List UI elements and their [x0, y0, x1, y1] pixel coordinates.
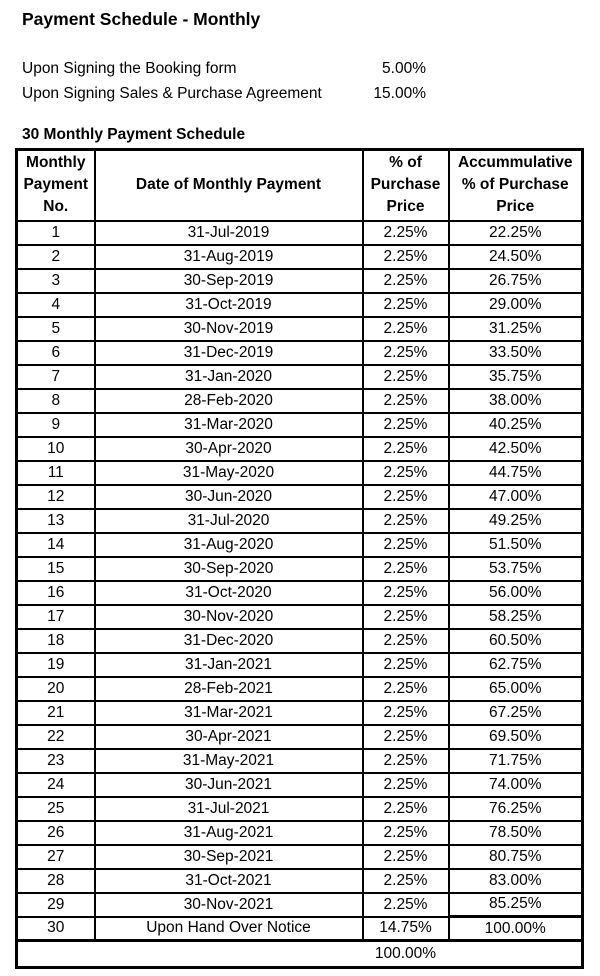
percent-cell: 2.25%: [363, 413, 449, 437]
payment-no-cell: 18: [17, 629, 95, 653]
header-percent: % of Purchase Price: [363, 150, 449, 221]
date-cell: 30-Nov-2021: [95, 893, 363, 917]
booking-form-percent: 5.00%: [382, 60, 426, 77]
payment-no-cell: 25: [17, 797, 95, 821]
percent-cell: 2.25%: [363, 269, 449, 293]
percent-cell: 2.25%: [363, 653, 449, 677]
percent-cell: 14.75%: [363, 917, 449, 941]
percent-cell: 2.25%: [363, 461, 449, 485]
accumulative-percent-cell: 74.00%: [449, 773, 583, 797]
table-row: [17, 677, 583, 701]
payment-no-cell: 11: [17, 461, 95, 485]
payment-no-cell: 7: [17, 365, 95, 389]
percent-cell: 2.25%: [363, 701, 449, 725]
payment-no-cell: 14: [17, 533, 95, 557]
date-cell: Upon Hand Over Notice: [95, 917, 363, 941]
header-accumulative-percent: Accummulative % of Purchase Price: [449, 150, 583, 221]
date-cell: 31-May-2021: [95, 749, 363, 773]
header-date: Date of Monthly Payment: [95, 150, 363, 221]
date-cell: 31-Oct-2020: [95, 581, 363, 605]
date-cell: 31-Oct-2021: [95, 869, 363, 893]
booking-form-row: [22, 56, 426, 81]
total-percent: 100.00%: [363, 941, 449, 968]
accumulative-percent-cell: 42.50%: [449, 437, 583, 461]
percent-cell: 2.25%: [363, 869, 449, 893]
pre-table-section: [22, 56, 426, 106]
accumulative-percent-cell: 26.75%: [449, 269, 583, 293]
percent-cell: 2.25%: [363, 245, 449, 269]
date-cell: 31-Aug-2020: [95, 533, 363, 557]
table-row: [17, 557, 583, 581]
payment-no-cell: 26: [17, 821, 95, 845]
payment-no-cell: 17: [17, 605, 95, 629]
table-footer: [17, 941, 583, 968]
payment-no-cell: 24: [17, 773, 95, 797]
percent-cell: 2.25%: [363, 533, 449, 557]
table-row: [17, 461, 583, 485]
percent-cell: 2.25%: [363, 797, 449, 821]
table-row: [17, 821, 583, 845]
table-row: [17, 893, 583, 917]
payment-no-cell: 3: [17, 269, 95, 293]
accumulative-percent-cell: 100.00%: [449, 917, 583, 941]
date-cell: 30-Nov-2019: [95, 317, 363, 341]
accumulative-percent-cell: 47.00%: [449, 485, 583, 509]
payment-no-cell: 27: [17, 845, 95, 869]
percent-cell: 2.25%: [363, 557, 449, 581]
table-row: [17, 845, 583, 869]
accumulative-percent-cell: 80.75%: [449, 845, 583, 869]
percent-cell: 2.25%: [363, 341, 449, 365]
table-row: [17, 749, 583, 773]
accumulative-percent-cell: 44.75%: [449, 461, 583, 485]
date-cell: 31-Jul-2019: [95, 221, 363, 245]
percent-cell: 2.25%: [363, 437, 449, 461]
accumulative-percent-cell: 60.50%: [449, 629, 583, 653]
accumulative-percent-cell: 31.25%: [449, 317, 583, 341]
payment-no-cell: 22: [17, 725, 95, 749]
percent-cell: 2.25%: [363, 605, 449, 629]
date-cell: 31-Jan-2020: [95, 365, 363, 389]
percent-cell: 2.25%: [363, 677, 449, 701]
percent-cell: 2.25%: [363, 509, 449, 533]
date-cell: 31-Jan-2021: [95, 653, 363, 677]
date-cell: 30-Sep-2021: [95, 845, 363, 869]
payment-no-cell: 4: [17, 293, 95, 317]
date-cell: 31-Mar-2021: [95, 701, 363, 725]
table-row: [17, 269, 583, 293]
header-payment-no: Monthly Payment No.: [17, 150, 95, 221]
payment-no-cell: 30: [17, 917, 95, 941]
payment-no-cell: 16: [17, 581, 95, 605]
table-row: [17, 605, 583, 629]
date-cell: 30-Jun-2021: [95, 773, 363, 797]
date-cell: 30-Apr-2020: [95, 437, 363, 461]
accumulative-percent-cell: 24.50%: [449, 245, 583, 269]
accumulative-percent-cell: 69.50%: [449, 725, 583, 749]
percent-cell: 2.25%: [363, 893, 449, 917]
date-cell: 30-Sep-2020: [95, 557, 363, 581]
payment-schedule-table: [15, 148, 584, 969]
table-body: [17, 221, 583, 941]
total-row: [17, 941, 583, 968]
table-row: [17, 485, 583, 509]
percent-cell: 2.25%: [363, 389, 449, 413]
payment-no-cell: 9: [17, 413, 95, 437]
table-row: [17, 293, 583, 317]
payment-no-cell: 21: [17, 701, 95, 725]
table-row: [17, 533, 583, 557]
accumulative-percent-cell: 58.25%: [449, 605, 583, 629]
booking-form-label: Upon Signing the Booking form: [22, 60, 237, 77]
accumulative-percent-cell: 85.25%: [449, 893, 583, 917]
payment-no-cell: 1: [17, 221, 95, 245]
accumulative-percent-cell: 78.50%: [449, 821, 583, 845]
table-row: [17, 389, 583, 413]
date-cell: 31-May-2020: [95, 461, 363, 485]
sales-purchase-percent: 15.00%: [373, 85, 426, 102]
table-row: [17, 797, 583, 821]
date-cell: 31-Jul-2020: [95, 509, 363, 533]
accumulative-percent-cell: 62.75%: [449, 653, 583, 677]
date-cell: 30-Apr-2021: [95, 725, 363, 749]
date-cell: 31-Aug-2021: [95, 821, 363, 845]
percent-cell: 2.25%: [363, 221, 449, 245]
payment-no-cell: 5: [17, 317, 95, 341]
sales-purchase-label: Upon Signing Sales & Purchase Agreement: [22, 85, 322, 102]
date-cell: 31-Oct-2019: [95, 293, 363, 317]
accumulative-percent-cell: 56.00%: [449, 581, 583, 605]
table-row: [17, 917, 583, 941]
accumulative-percent-cell: 83.00%: [449, 869, 583, 893]
payment-no-cell: 29: [17, 893, 95, 917]
table-row: [17, 581, 583, 605]
accumulative-percent-cell: 35.75%: [449, 365, 583, 389]
table-row: [17, 437, 583, 461]
total-row-spacer-left: [17, 941, 363, 968]
percent-cell: 2.25%: [363, 773, 449, 797]
date-cell: 28-Feb-2020: [95, 389, 363, 413]
date-cell: 31-Jul-2021: [95, 797, 363, 821]
table-row: [17, 413, 583, 437]
accumulative-percent-cell: 33.50%: [449, 341, 583, 365]
percent-cell: 2.25%: [363, 485, 449, 509]
date-cell: 31-Aug-2019: [95, 245, 363, 269]
percent-cell: 2.25%: [363, 365, 449, 389]
table-row: [17, 725, 583, 749]
total-row-spacer-right: [449, 941, 583, 968]
accumulative-percent-cell: 76.25%: [449, 797, 583, 821]
table-header: [17, 150, 583, 221]
date-cell: 31-Dec-2020: [95, 629, 363, 653]
sales-purchase-row: [22, 81, 426, 106]
percent-cell: 2.25%: [363, 845, 449, 869]
table-row: [17, 245, 583, 269]
percent-cell: 2.25%: [363, 821, 449, 845]
payment-no-cell: 6: [17, 341, 95, 365]
payment-no-cell: 10: [17, 437, 95, 461]
percent-cell: 2.25%: [363, 293, 449, 317]
date-cell: 31-Dec-2019: [95, 341, 363, 365]
percent-cell: 2.25%: [363, 725, 449, 749]
table-row: [17, 221, 583, 245]
date-cell: 30-Jun-2020: [95, 485, 363, 509]
table-row: [17, 653, 583, 677]
accumulative-percent-cell: 71.75%: [449, 749, 583, 773]
accumulative-percent-cell: 67.25%: [449, 701, 583, 725]
date-cell: 28-Feb-2021: [95, 677, 363, 701]
table-row: [17, 317, 583, 341]
payment-no-cell: 19: [17, 653, 95, 677]
payment-no-cell: 15: [17, 557, 95, 581]
table-row: [17, 341, 583, 365]
table-title: 30 Monthly Payment Schedule: [22, 126, 246, 143]
page-title: Payment Schedule - Monthly: [22, 9, 261, 29]
table-row: [17, 509, 583, 533]
date-cell: 31-Mar-2020: [95, 413, 363, 437]
payment-no-cell: 2: [17, 245, 95, 269]
payment-no-cell: 13: [17, 509, 95, 533]
accumulative-percent-cell: 40.25%: [449, 413, 583, 437]
percent-cell: 2.25%: [363, 317, 449, 341]
percent-cell: 2.25%: [363, 581, 449, 605]
accumulative-percent-cell: 49.25%: [449, 509, 583, 533]
accumulative-percent-cell: 53.75%: [449, 557, 583, 581]
accumulative-percent-cell: 29.00%: [449, 293, 583, 317]
accumulative-percent-cell: 65.00%: [449, 677, 583, 701]
payment-no-cell: 28: [17, 869, 95, 893]
payment-no-cell: 23: [17, 749, 95, 773]
accumulative-percent-cell: 51.50%: [449, 533, 583, 557]
date-cell: 30-Nov-2020: [95, 605, 363, 629]
payment-no-cell: 12: [17, 485, 95, 509]
accumulative-percent-cell: 22.25%: [449, 221, 583, 245]
date-cell: 30-Sep-2019: [95, 269, 363, 293]
table-row: [17, 701, 583, 725]
payment-no-cell: 20: [17, 677, 95, 701]
table-row: [17, 869, 583, 893]
table-row: [17, 773, 583, 797]
table-row: [17, 629, 583, 653]
payment-no-cell: 8: [17, 389, 95, 413]
table-row: [17, 365, 583, 389]
accumulative-percent-cell: 38.00%: [449, 389, 583, 413]
percent-cell: 2.25%: [363, 629, 449, 653]
percent-cell: 2.25%: [363, 749, 449, 773]
